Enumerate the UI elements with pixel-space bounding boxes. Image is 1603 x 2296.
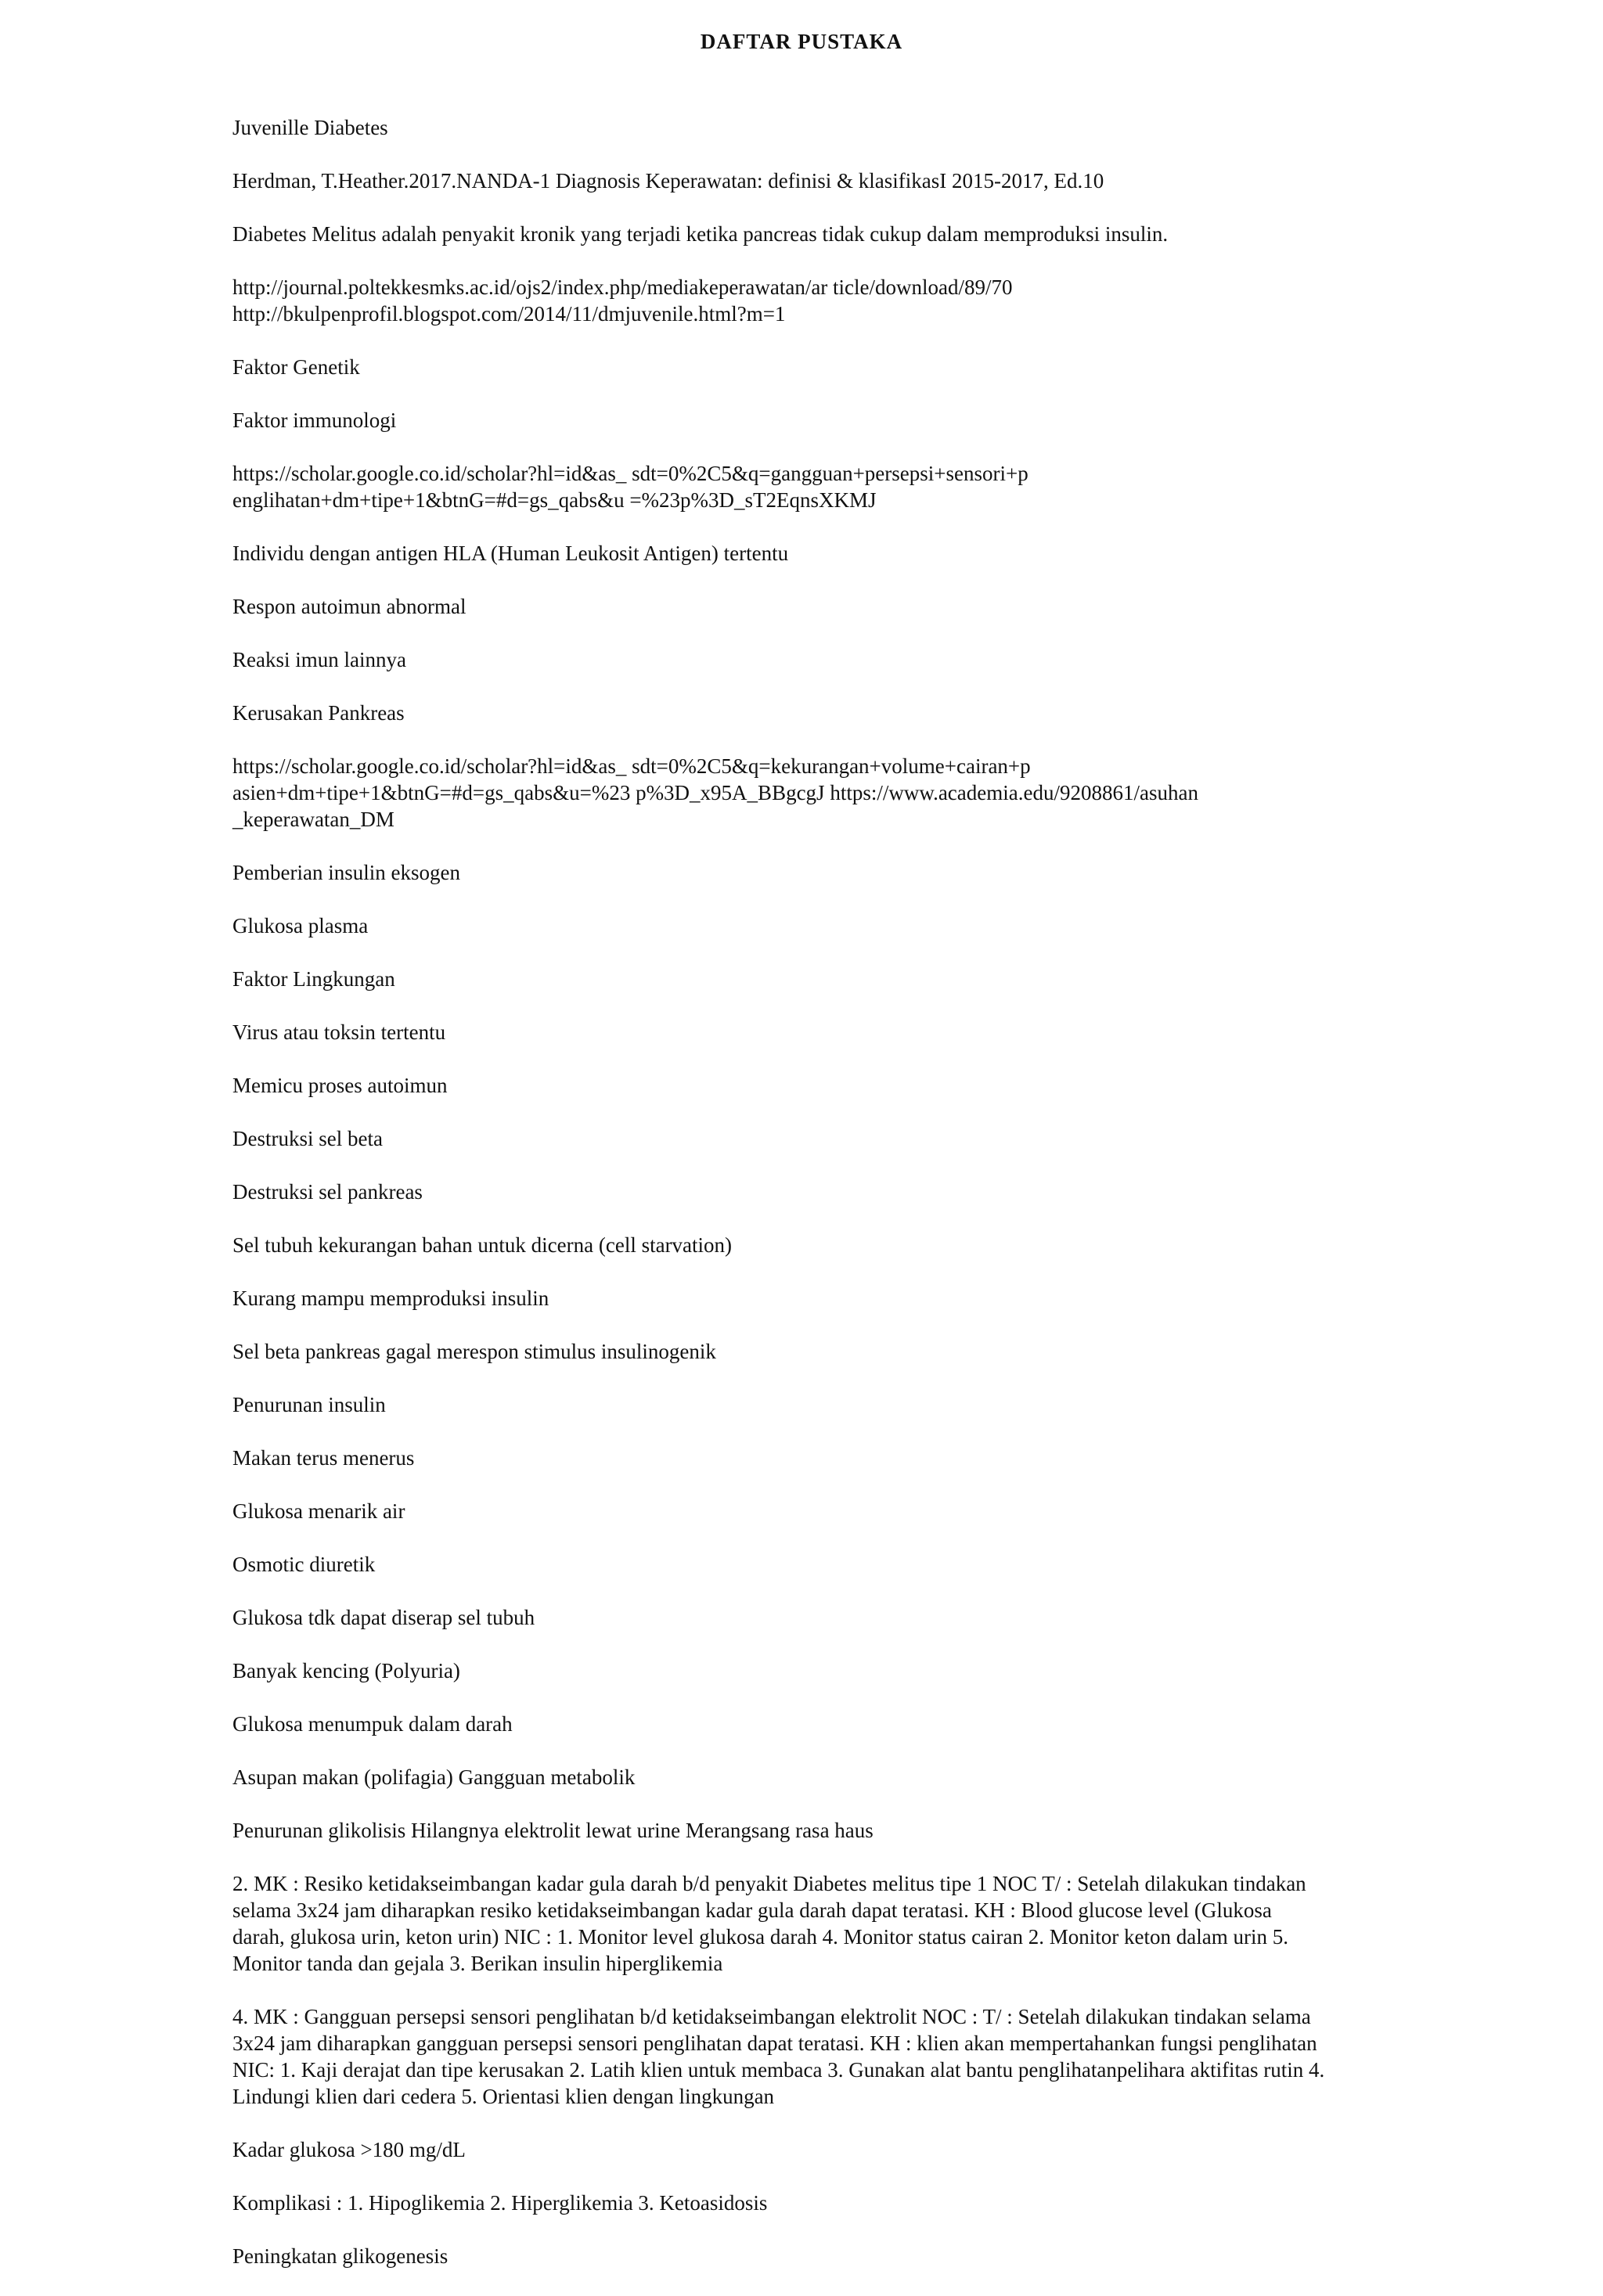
paragraph-glukosa-menumpuk: Glukosa menumpuk dalam darah xyxy=(232,1712,513,1736)
reference-herdman: Herdman, T.Heather.2017.NANDA-1 Diagnosis Keperawatan: definisi & klasifikasI 2015-2017, Ed.10 xyxy=(232,169,1104,193)
paragraph-glukosa-menarik-air: Glukosa menarik air xyxy=(232,1499,405,1523)
paragraph-destruksi-sel-beta: Destruksi sel beta xyxy=(232,1127,383,1150)
paragraph-cell-starvation: Sel tubuh kekurangan bahan untuk dicerna (cell starvation) xyxy=(232,1233,733,1257)
paragraph-glukosa-tdk-diserap: Glukosa tdk dapat diserap sel tubuh xyxy=(232,1606,535,1629)
paragraph-glukosa-plasma: Glukosa plasma xyxy=(232,914,369,937)
paragraph-faktor-genetik: Faktor Genetik xyxy=(232,355,360,379)
paragraph-osmotic-diuretik: Osmotic diuretik xyxy=(232,1553,376,1576)
document-body xyxy=(232,114,1430,2296)
reference-url-scholar-2: https://scholar.google.co.id/scholar?hl=id&as_ sdt=0%2C5&q=kekurangan+volume+cairan+p asien+dm+tipe+1&btnG=#d=gs_qabs&u=%23 p%3D_x95A_BBgcgJ https://www.academia.edu/9208861/asuhan _keperawatan_DM xyxy=(232,754,1198,831)
paragraph-individu-hla: Individu dengan antigen HLA (Human Leukosit Antigen) tertentu xyxy=(232,542,789,565)
paragraph-diabetes-definition: Diabetes Melitus adalah penyakit kronik yang terjadi ketika pancreas tidak cukup dalam memproduksi insulin. xyxy=(232,222,1169,246)
paragraph-memicu-autoimun: Memicu proses autoimun xyxy=(232,1074,448,1097)
page-title: DAFTAR PUSTAKA xyxy=(700,30,903,53)
paragraph-polyuria: Banyak kencing (Polyuria) xyxy=(232,1659,460,1682)
paragraph-destruksi-sel-pankreas: Destruksi sel pankreas xyxy=(232,1180,423,1204)
paragraph-kerusakan-pankreas: Kerusakan Pankreas xyxy=(232,701,405,725)
paragraph-pemberian-insulin: Pemberian insulin eksogen xyxy=(232,861,460,884)
paragraph-penurunan-glikolisis: Penurunan glikolisis Hilangnya elektrolit lewat urine Merangsang rasa haus xyxy=(232,1819,874,1842)
paragraph-faktor-immunologi: Faktor immunologi xyxy=(232,408,397,432)
reference-urls-journal: http://journal.poltekkesmks.ac.id/ojs2/index.php/mediakeperawatan/ar ticle/download/89/70 http://bkulpenprofil.blogspot.com/2014/11/dmjuvenile.html?m=1 xyxy=(232,275,1013,326)
paragraph-juvenille-diabetes: Juvenille Diabetes xyxy=(232,116,388,139)
paragraph-peningkatan-glikogenesis: Peningkatan glikogenesis xyxy=(232,2244,448,2268)
paragraph-mk-4: 4. MK : Gangguan persepsi sensori penglihatan b/d ketidakseimbangan elektrolit NOC : T/ : Setelah dilakukan tindakan selama 3x24 jam diharapkan gangguan persepsi sensori penglihatan dapat teratasi. KH : klien akan mempertahankan fungsi penglihatan NIC: 1. Kaji derajat dan tipe kerusakan 2. Latih klien untuk membaca 3. Gunakan alat bantu penglihatanpelihara aktifitas rutin 4. Lindungi klien dari cedera 5. Orientasi klien dengan lingkungan xyxy=(232,2005,1325,2108)
paragraph-kadar-glukosa: Kadar glukosa >180 mg/dL xyxy=(232,2138,466,2161)
paragraph-makan-terus: Makan terus menerus xyxy=(232,1446,415,1470)
paragraph-komplikasi: Komplikasi : 1. Hipoglikemia 2. Hiperglikemia 3. Ketoasidosis xyxy=(232,2191,768,2215)
paragraph-penurunan-insulin: Penurunan insulin xyxy=(232,1393,386,1416)
paragraph-reaksi-imun: Reaksi imun lainnya xyxy=(232,648,406,671)
paragraph-polifagia: Asupan makan (polifagia) Gangguan metabolik xyxy=(232,1765,636,1789)
paragraph-mk-2: 2. MK : Resiko ketidakseimbangan kadar gula darah b/d penyakit Diabetes melitus tipe 1 NOC T/ : Setelah dilakukan tindakan selama 3x24 jam diharapkan resiko ketidakseimbangan kadar gula darah dapat teratasi. KH : Blood glucose level (Glukosa darah, glukosa urin, keton urin) NIC : 1. Monitor level glukosa darah 4. Monitor status cairan 2. Monitor keton dalam urin 5. Monitor tanda dan gejala 3. Berikan insulin hiperglikemia xyxy=(232,1872,1306,1975)
paragraph-respon-autoimun: Respon autoimun abnormal xyxy=(232,595,466,618)
paragraph-virus-toksin: Virus atau toksin tertentu xyxy=(232,1020,446,1044)
reference-url-scholar-1: https://scholar.google.co.id/scholar?hl=id&as_ sdt=0%2C5&q=gangguan+persepsi+sensori+p englihatan+dm+tipe+1&btnG=#d=gs_qabs&u =%23p%3D_sT2EqnsXKMJ xyxy=(232,462,1028,512)
paragraph-sel-beta-gagal: Sel beta pankreas gagal merespon stimulus insulinogenik xyxy=(232,1340,716,1363)
paragraph-kurang-insulin: Kurang mampu memproduksi insulin xyxy=(232,1287,549,1310)
paragraph-faktor-lingkungan: Faktor Lingkungan xyxy=(232,967,395,991)
